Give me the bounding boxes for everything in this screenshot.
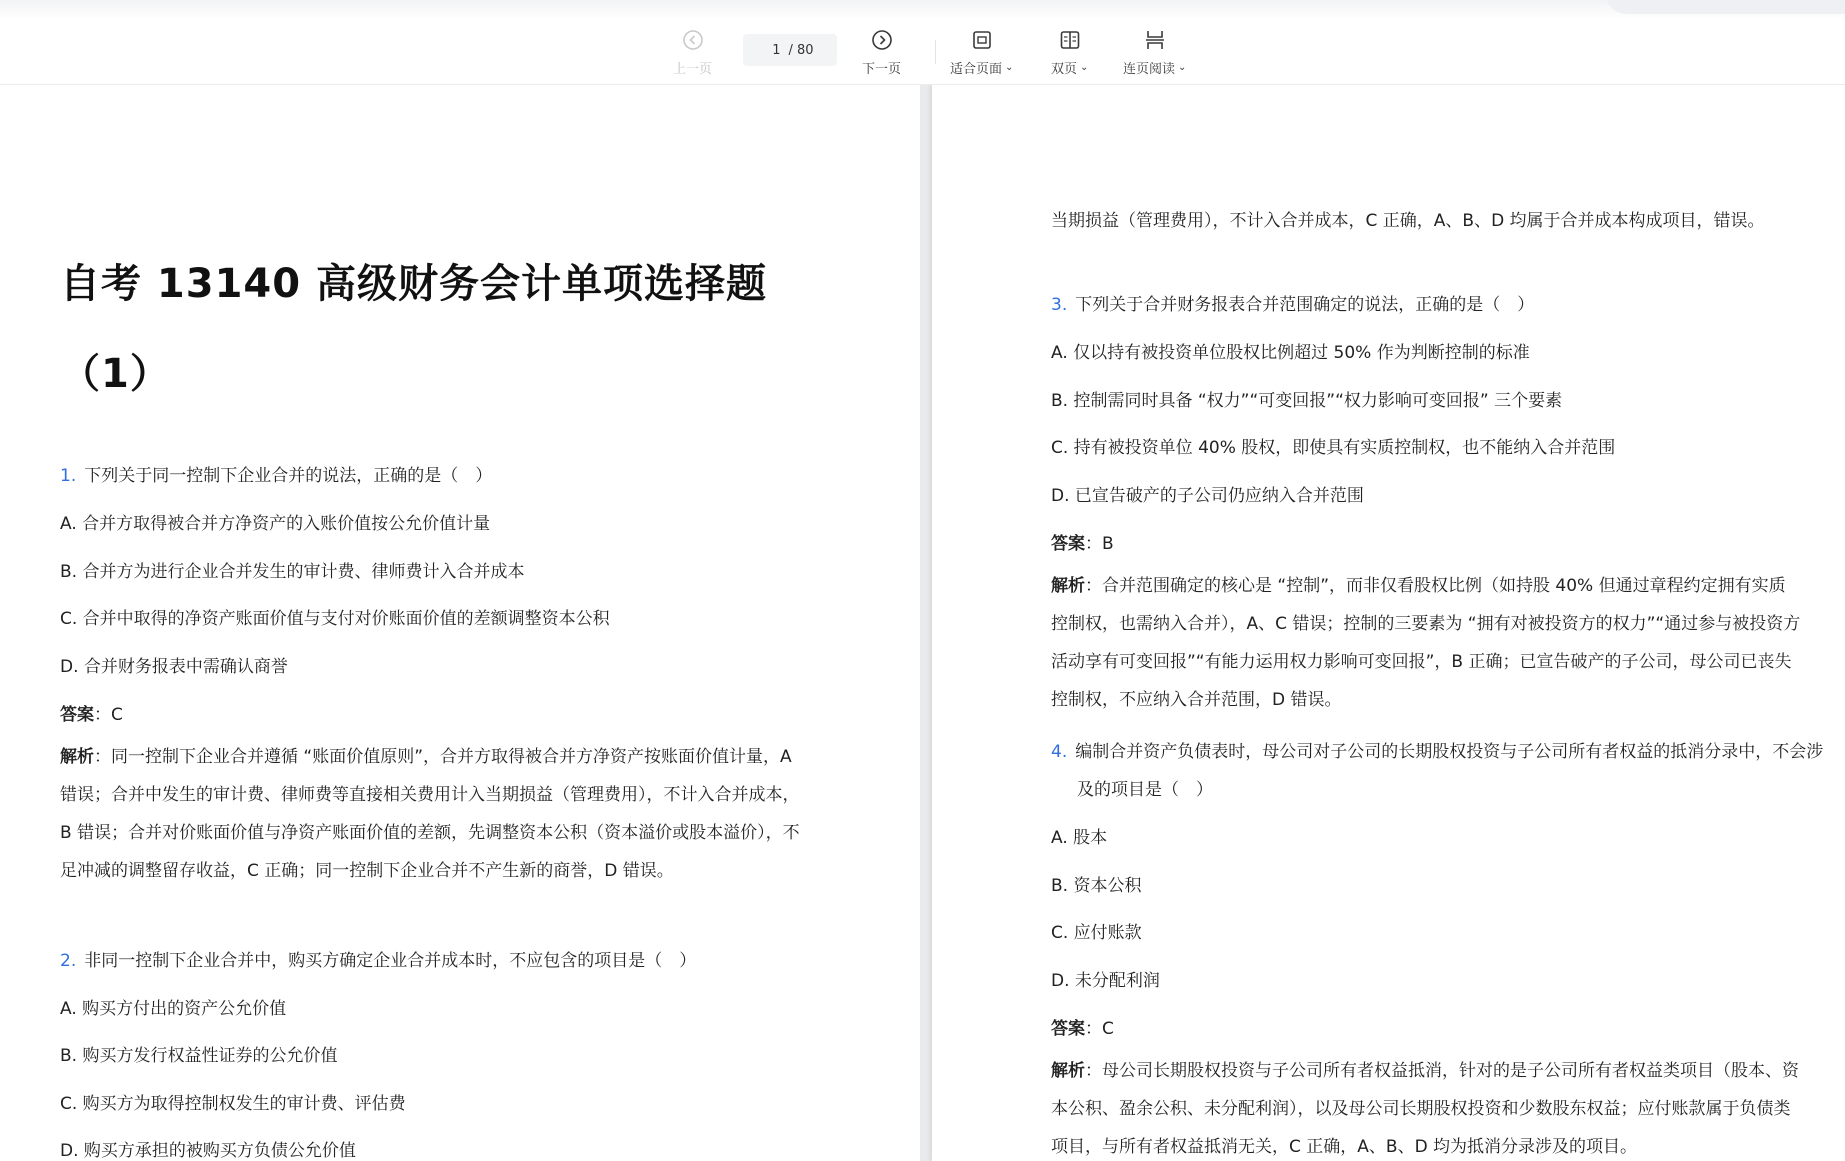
option-b: B. 合并方为进行企业合并发生的审计费、律师费计入合并成本 — [60, 562, 525, 582]
question-4 — [1051, 733, 1827, 809]
option-d: D. 合并财务报表中需确认商誉 — [60, 657, 288, 677]
option-b: B. 控制需同时具备 “权力”“可变回报”“权力影响可变回报” 三个要素 — [1051, 391, 1563, 411]
question-number: 1. — [60, 466, 77, 486]
option-c: C. 持有被投资单位 40% 股权，即使具有实质控制权，也不能纳入合并范围 — [1051, 438, 1616, 458]
toolbar-divider — [935, 40, 936, 64]
page-number-input[interactable] — [762, 43, 780, 58]
double-page-label: 双页 — [1051, 62, 1078, 77]
total-pages: / 80 — [788, 42, 814, 58]
question-text: 非同一控制下企业合并中，购买方确定企业合并成本时，不应包含的项目是（ ） — [84, 951, 697, 971]
chevron-left-icon — [682, 28, 704, 52]
answer-label: 答案 — [60, 705, 94, 725]
page-gutter — [920, 84, 932, 1161]
option-d: D. 已宣告破产的子公司仍应纳入合并范围 — [1051, 486, 1364, 506]
analysis-label: 解析 — [1051, 1061, 1085, 1081]
question-number: 4. — [1051, 742, 1068, 762]
analysis-label: 解析 — [1051, 576, 1085, 596]
corner-pill — [1605, 0, 1845, 14]
answer — [1051, 1017, 1114, 1041]
chevron-down-icon: ⌄ — [1178, 62, 1187, 73]
chevron-down-icon: ⌄ — [1080, 62, 1089, 73]
double-page-button[interactable] — [1051, 28, 1088, 77]
option-b: B. 购买方发行权益性证券的公允价值 — [60, 1046, 338, 1066]
option-a: A. 股本 — [1051, 828, 1108, 848]
question-text: 下列关于合并财务报表合并范围确定的说法，正确的是（ ） — [1075, 295, 1535, 315]
option-c: C. 合并中取得的净资产账面价值与支付对价账面价值的差额调整资本公积 — [60, 609, 610, 629]
answer-value: ：C — [94, 705, 123, 725]
question-2 — [60, 949, 696, 973]
question-text: 下列关于同一控制下企业合并的说法，正确的是（ ） — [84, 466, 493, 486]
fit-page-button[interactable] — [950, 28, 1013, 77]
left-page — [0, 84, 920, 1161]
analysis-text: ：母公司长期股权投资与子公司所有者权益抵消，针对的是子公司所有者权益类项目（股本、资本公积、盈余公积、未分配利润），以及母公司长期股权投资和少数股东权益；应付账款属于负债类项目，与所有者权益抵消无关，C 正确，A、B、D 均为抵消分录涉及的项目。 — [1051, 1061, 1799, 1157]
answer-value: ：B — [1085, 534, 1114, 554]
answer-value: ：C — [1085, 1019, 1114, 1039]
question-number: 2. — [60, 951, 77, 971]
option-d: D. 购买方承担的被购买方负债公允价值 — [60, 1141, 356, 1161]
analysis — [1051, 1052, 1801, 1161]
answer — [60, 703, 123, 727]
chevron-down-icon: ⌄ — [1005, 62, 1014, 73]
next-page-button[interactable] — [862, 28, 901, 77]
continuous-scroll-icon — [1144, 28, 1166, 52]
top-strip — [0, 0, 1845, 20]
document-title: 自考 13140 高级财务会计单项选择题（1） — [60, 261, 768, 397]
continuous-reading-label: 连页阅读 — [1123, 62, 1176, 77]
double-page-icon — [1059, 28, 1081, 52]
option-a: A. 购买方付出的资产公允价值 — [60, 999, 287, 1019]
option-c: C. 购买方为取得控制权发生的审计费、评估费 — [60, 1094, 406, 1114]
right-page — [932, 84, 1845, 1161]
question-3 — [1051, 293, 1534, 317]
chevron-right-icon — [871, 28, 893, 52]
page-indicator — [743, 34, 837, 66]
option-c: C. 应付账款 — [1051, 923, 1142, 943]
question-1 — [60, 464, 492, 488]
continuous-reading-button[interactable] — [1123, 28, 1186, 77]
option-a: A. 合并方取得被合并方净资产的入账价值按公允价值计量 — [60, 514, 491, 534]
question-text: 编制合并资产负债表时，母公司对子公司的长期股权投资与子公司所有者权益的抵消分录中，不会涉及的项目是（ ） — [1075, 742, 1824, 800]
next-page-label: 下一页 — [862, 62, 902, 77]
analysis-text: ：合并范围确定的核心是 “控制”，而非仅看股权比例（如持股 40% 但通过章程约定拥有实质控制权，也需纳入合并），A、C 错误；控制的三要素为 “拥有对被投资方的权力”“通过参与被投资方活动享有可变回报”“有能力运用权力影响可变回报”，B 正确；已宣告破产的子公司，母公司已丧失控制权，不应纳入合并范围，D 错误。 — [1051, 576, 1801, 710]
fit-page-icon — [971, 28, 993, 52]
fit-page-label: 适合页面 — [950, 62, 1003, 77]
analysis — [1051, 567, 1801, 719]
answer — [1051, 532, 1114, 556]
prev-page-label: 上一页 — [673, 62, 713, 77]
answer-label: 答案 — [1051, 1019, 1085, 1039]
continued-text: 当期损益（管理费用），不计入合并成本，C 正确，A、B、D 均属于合并成本构成项目，错误。 — [1051, 211, 1765, 231]
prev-page-button[interactable] — [673, 28, 712, 77]
option-d: D. 未分配利润 — [1051, 971, 1160, 991]
analysis-label: 解析 — [60, 747, 94, 767]
analysis — [60, 738, 810, 890]
question-number: 3. — [1051, 295, 1068, 315]
option-b: B. 资本公积 — [1051, 876, 1142, 896]
viewer-toolbar — [0, 0, 1845, 85]
analysis-text: ：同一控制下企业合并遵循 “账面价值原则”，合并方取得被合并方净资产按账面价值计量，A 错误；合并中发生的审计费、律师费等直接相关费用计入当期损益（管理费用），不计入合并成本，B 错误；合并对价账面价值与净资产账面价值的差额，先调整资本公积（资本溢价或股本溢价），不足冲减的调整留存收益，C 正确；同一控制下企业合并不产生新的商誉，D 错误。 — [60, 747, 800, 881]
answer-label: 答案 — [1051, 534, 1085, 554]
option-a: A. 仅以持有被投资单位股权比例超过 50% 作为判断控制的标准 — [1051, 343, 1530, 363]
